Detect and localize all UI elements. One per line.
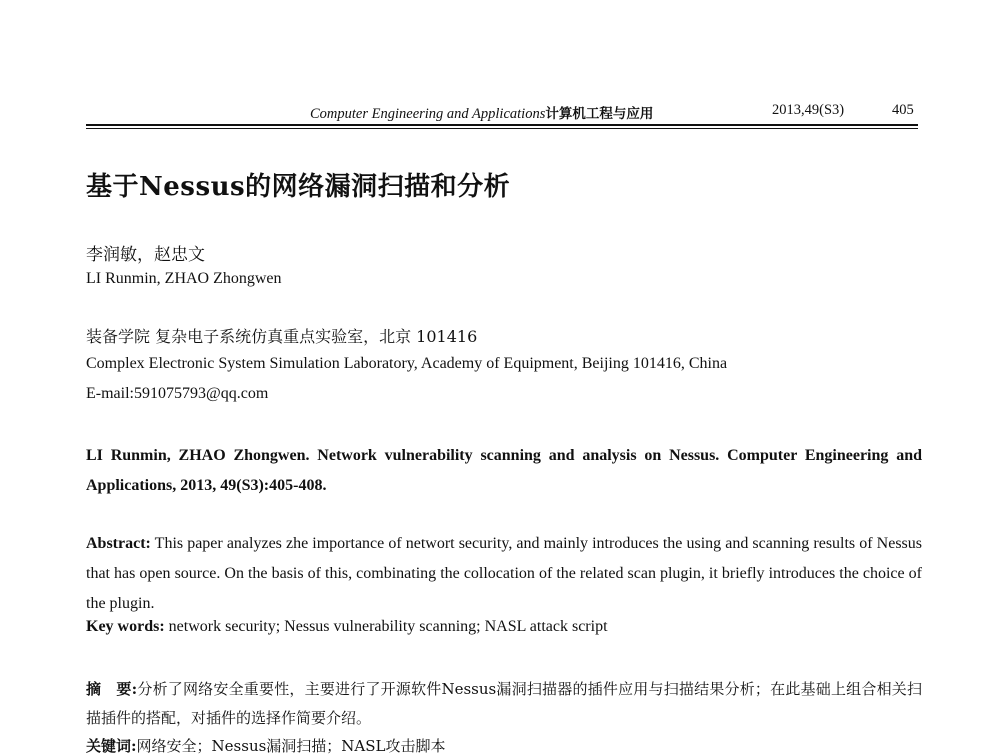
keywords-cn (86, 735, 922, 756)
abstract-en (86, 529, 922, 619)
abstract-en-label: Abstract: (86, 535, 151, 552)
abstract-cn (86, 675, 922, 733)
abstract-cn-text: 分析了网络安全重要性，主要进行了开源软件Nessus漏洞扫描器的插件应用与扫描结果分析；在此基础上组合相关扫描插件的搭配，对插件的选择作简要介绍。 (86, 680, 922, 727)
citation: LI Runmin, ZHAO Zhongwen. Network vulnerability scanning and analysis on Nessus. Computer Engineering and Applications, 2013, 49(S3):405-408. (86, 447, 922, 494)
abstract-cn-label: 摘 要: (86, 680, 138, 698)
author-email: E-mail:591075793@qq.com (86, 385, 269, 402)
keywords-cn-text: 网络安全；Nessus漏洞扫描；NASL攻击脚本 (136, 737, 446, 755)
abstract-en-text: This paper analyzes zhe importance of networt security, and mainly introduces the using and scanning results of Nessus that has open source. On the basis of this, combinating the collocation of the related scan plugin, it briefly introduces the choice of the plugin. (86, 535, 922, 612)
issue-info: 2013,49(S3) (772, 102, 845, 118)
running-header (86, 100, 918, 122)
keywords-en-label: Key words: (86, 618, 165, 635)
affiliation-en: Complex Electronic System Simulation Laboratory, Academy of Equipment, Beijing 101416, China (86, 355, 728, 372)
journal-name-en: Computer Engineering and Applications (310, 106, 546, 122)
keywords-en-text: network security; Nessus vulnerability scanning; NASL attack script (168, 618, 608, 635)
paper-title: 基于Nessus的网络漏洞扫描和分析 (86, 172, 511, 202)
affiliation-cn: 装备学院 复杂电子系统仿真重点实验室，北京 101416 (86, 327, 478, 346)
page-number: 405 (892, 102, 914, 118)
authors-en: LI Runmin, ZHAO Zhongwen (86, 270, 282, 287)
keywords-en (86, 618, 922, 636)
journal-name (310, 102, 653, 123)
header-rule-thin (86, 128, 918, 129)
journal-name-cn: 计算机工程与应用 (545, 106, 654, 122)
header-rule-thick (86, 124, 918, 126)
keywords-cn-label: 关键词: (86, 737, 137, 755)
authors-cn: 李润敏，赵忠文 (86, 245, 205, 265)
